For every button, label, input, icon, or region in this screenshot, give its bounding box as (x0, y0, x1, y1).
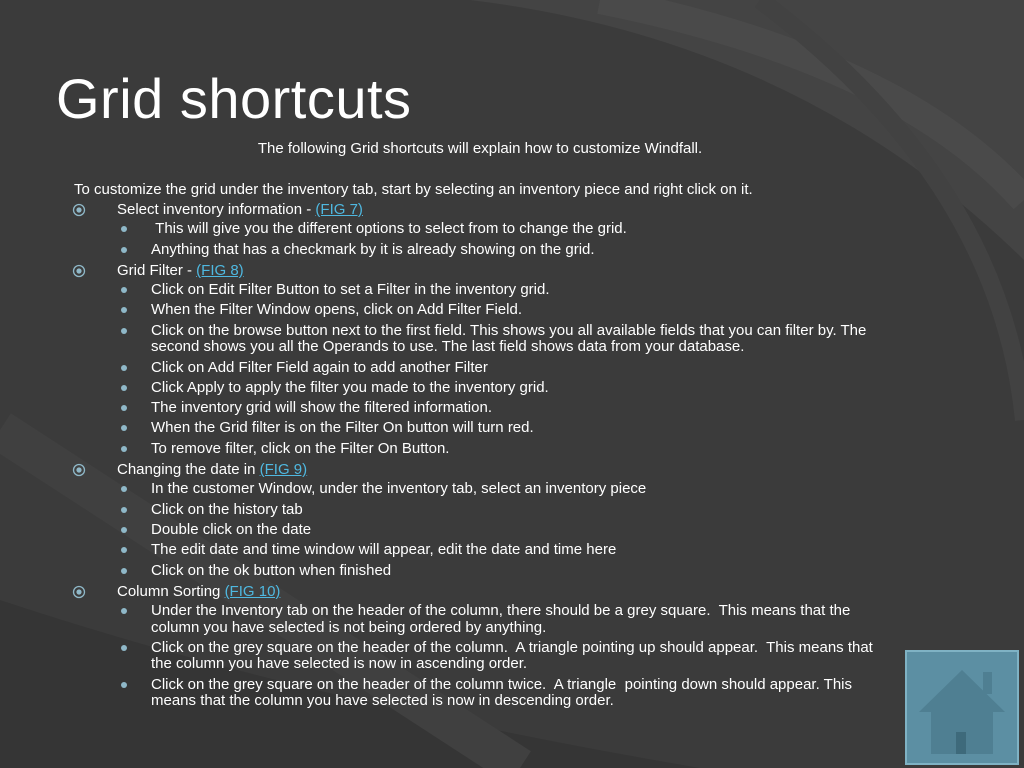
list-item-text: Click on the grey square on the header of the column twice. A triangle pointing down should appear. This means that the column you have selected is now in descending order. (151, 675, 857, 710)
round-bullet-icon (121, 425, 127, 431)
list-item (0, 221, 960, 238)
list-item-text: Click Apply to apply the filter you made to the inventory grid. (151, 378, 549, 396)
list-item (0, 522, 960, 539)
round-bullet-icon (121, 486, 127, 492)
round-bullet-icon (121, 608, 127, 614)
list-item-text: Click on the browse button next to the first field. This shows you all available fields that you can filter by. The second shows you all the Operands to use. The last field shows data from your database. (151, 321, 871, 356)
list-item-text: The inventory grid will show the filtered information. (151, 399, 492, 417)
circled-dot-icon (72, 264, 86, 278)
circled-dot-icon (72, 585, 86, 599)
list-item (0, 563, 960, 580)
figure-link[interactable]: (FIG 9) (259, 461, 308, 479)
round-bullet-icon (121, 446, 127, 452)
list-item (0, 481, 960, 498)
list-item-text: Anything that has a checkmark by it is already showing on the grid. (151, 240, 595, 258)
figure-link[interactable]: (FIG 7) (315, 201, 363, 218)
list-item (0, 603, 960, 636)
list-item (0, 302, 960, 319)
list-item-text: Under the Inventory tab on the header of the column, there should be a grey square. This means that the column you have selected is not being ordered by anything. (151, 602, 855, 636)
list-item-text: Click on Edit Filter Button to set a Filter in the inventory grid. (151, 281, 550, 299)
figure-link[interactable]: (FIG 8) (196, 261, 244, 279)
round-bullet-icon (121, 287, 127, 293)
list-item (0, 542, 960, 559)
list-item (0, 323, 960, 356)
round-bullet-icon (121, 645, 127, 651)
list-item (0, 640, 960, 673)
list-item-text: Double click on the date (151, 520, 312, 538)
list-item-text: Click on the ok button when finished (151, 561, 392, 579)
bullet-list (0, 201, 960, 714)
list-item (0, 282, 960, 299)
list-item (0, 242, 960, 259)
slide-title: Grid shortcuts (56, 67, 412, 130)
list-item (0, 677, 960, 710)
round-bullet-icon (121, 307, 127, 313)
round-bullet-icon (121, 385, 127, 391)
section-label: Select inventory information - (117, 201, 316, 218)
round-bullet-icon (121, 405, 127, 411)
list-item-text: To remove filter, click on the Filter On Button. (151, 439, 450, 457)
section-label: Column Sorting (117, 582, 225, 600)
list-item-text: Click on Add Filter Field again to add another Filter (151, 358, 488, 376)
round-bullet-icon (121, 247, 127, 253)
round-bullet-icon (121, 365, 127, 371)
list-item-text: When the Filter Window opens, click on Add Filter Field. (151, 301, 522, 319)
list-item (0, 441, 960, 458)
list-item (0, 502, 960, 519)
home-button[interactable] (905, 650, 1019, 765)
round-bullet-icon (121, 547, 127, 553)
list-item (0, 420, 960, 437)
home-icon (907, 652, 1017, 763)
list-item-text: When the Grid filter is on the Filter On button will turn red. (151, 419, 534, 437)
list-item-text: Click on the grey square on the header of the column. A triangle pointing up should appear. This means that the column you have selected is now in ascending order. (151, 638, 878, 673)
list-item-text: This will give you the different options to select from to change the grid. (151, 220, 627, 238)
section-label: Changing the date in (117, 461, 260, 479)
slide-subtitle: The following Grid shortcuts will explain how to customize Windfall. (257, 140, 703, 157)
list-item-text: The edit date and time window will appear, edit the date and time here (151, 541, 617, 559)
circled-dot-icon (72, 203, 86, 217)
section-item (0, 201, 960, 219)
round-bullet-icon (121, 507, 127, 513)
list-item (0, 380, 960, 397)
round-bullet-icon (121, 328, 127, 334)
round-bullet-icon (121, 568, 127, 574)
list-item-text: In the customer Window, under the inventory tab, select an inventory piece (151, 480, 647, 498)
section-item (0, 262, 960, 280)
figure-link[interactable]: (FIG 10) (224, 582, 281, 600)
list-item-text: Click on the history tab (151, 500, 303, 518)
section-item (0, 461, 960, 479)
section-item (0, 583, 960, 601)
round-bullet-icon (121, 682, 127, 688)
circled-dot-icon (72, 463, 86, 477)
section-label: Grid Filter - (117, 261, 197, 279)
intro-text: To customize the grid under the inventory tab, start by selecting an inventory piece and right click on it. (74, 181, 753, 198)
list-item (0, 360, 960, 377)
round-bullet-icon (121, 226, 127, 232)
round-bullet-icon (121, 527, 127, 533)
list-item (0, 400, 960, 417)
